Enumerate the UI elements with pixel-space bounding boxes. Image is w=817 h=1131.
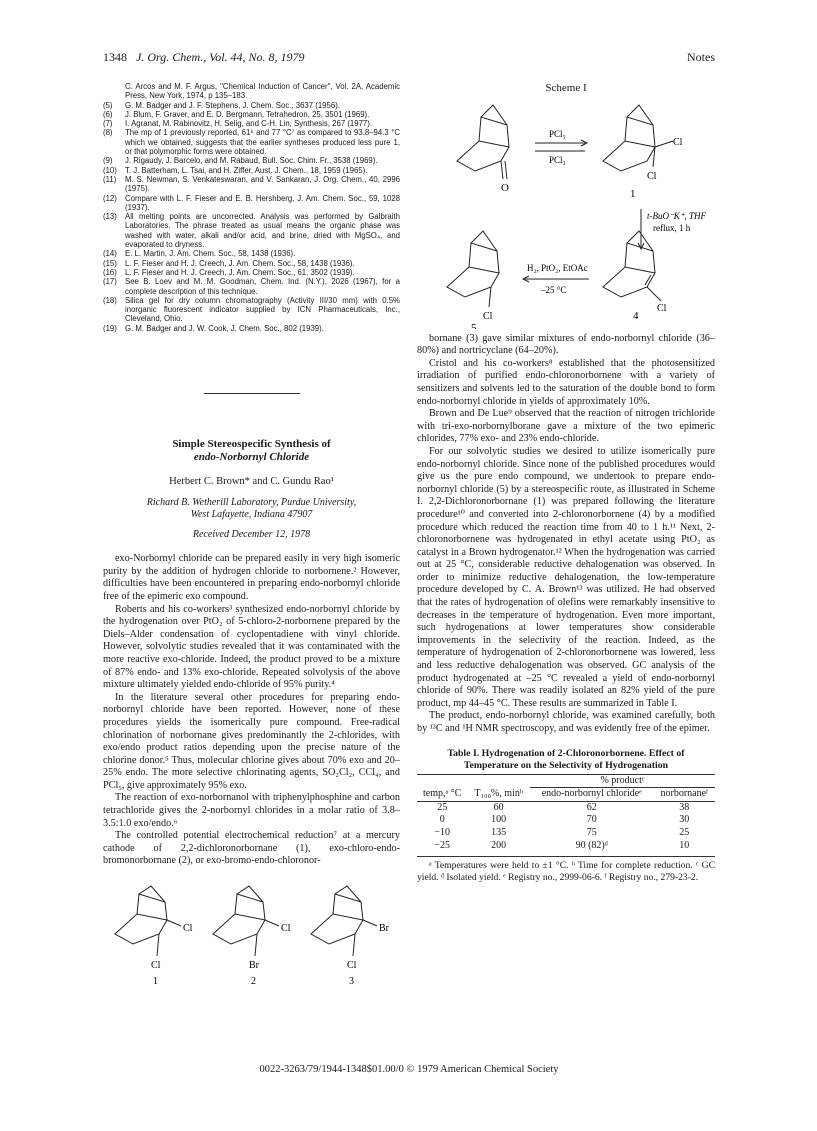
structure-1 — [115, 886, 193, 986]
table-cell: 100 — [491, 814, 507, 826]
reference-number: (11) — [103, 174, 117, 184]
table-header-cell: T₁₀₀%, minᵇ — [474, 787, 523, 799]
reference-item — [103, 82, 400, 101]
structures-figure — [103, 876, 400, 986]
reference-item — [103, 101, 400, 110]
reference-number: (12) — [103, 193, 117, 203]
scheme-diagram — [417, 99, 715, 329]
table-cell: 30 — [679, 814, 690, 826]
reference-item — [103, 212, 400, 249]
compound-number: 3 — [349, 976, 354, 987]
body-text-right — [417, 333, 715, 736]
reference-item — [103, 249, 400, 258]
compound-number: 2 — [251, 976, 256, 987]
right-column — [417, 82, 715, 883]
table-cell: 135 — [491, 826, 507, 838]
table-cell: 200 — [491, 839, 507, 851]
reference-item — [103, 156, 400, 165]
section-name: Notes — [687, 50, 715, 64]
body-paragraph: Brown and De Lue⁹ observed that the reaction of nitrogen trichloride with tri-exo-norbornylborane gave a mixture of the two epimeric chlorides, 77% exo- and 23% endo-chloride. — [417, 408, 715, 445]
body-paragraph: Cristol and his co-workers⁸ established that the photosensitized irradiation of purified endo-chloronorbornene with a variety of sensitizers and solvents led to the saturation of the double bond to form endo-norbornyl chloride in yields of approximately 10%. — [417, 357, 715, 407]
scheme-figure — [417, 99, 715, 329]
reference-text: J. Blum, F. Graver, and E. D. Bergmann, Tetrahedron, 25, 3501 (1969). — [125, 109, 370, 119]
reference-item — [103, 119, 400, 128]
reagent-pcl3: PCl₃ — [549, 154, 566, 165]
reagent-temperature: –25 °C — [541, 284, 567, 295]
table-cell: −25 — [434, 839, 451, 851]
reagent-hydrogenation: H₂, PtO₂, EtOAc — [527, 262, 588, 273]
reference-text: I. Agranat, M. Rabinovitz, H. Selig, and C-H. Lin, Synthesis, 267 (1977). — [125, 119, 373, 129]
reference-item — [103, 296, 400, 324]
reference-text: The mp of 1 previously reported, 61⁶ and 77 °C⁷ as compared to 93.8–94.3 °C which we obtained, suggests that the earlier syntheses produced less pure 1, or that polymorphic forms were obtained. — [125, 128, 400, 157]
reference-item — [103, 175, 400, 194]
page-number: 1348 — [103, 50, 127, 64]
table-header-cell: endo-norbornyl chlorideᵉ — [541, 788, 642, 800]
reference-number: (6) — [103, 109, 113, 119]
body-paragraph: For our solvolytic studies we desired to utilize isomerically pure endo-norbornyl chloride. Since none of the published procedures would give us the pure endo compound, we undertook to prepare endo-norbornyl chloride (5) by a stereospecific route, as illustrated in Scheme I. 2,2-Dichloronorbornane (1) was prepared following the literature procedure¹⁰ and converted into 2-chloronorbornene (4) by a modified procedure which reduced the reaction time from 40 to 1 h.¹¹ Next, 2-chloronorbornene was hydrogenated in ethyl acetate using PtO₂ as catalyst in a Brown hydrogenator.¹² When the hydrogenation was carried out at 25 °C, considerable reductive dehalogenation was observed. In order to minimize reductive dehalogenation, the low-temperature procedure developed by C. A. Brown¹³ was utilized. He had observed that the rates of hydrogenation of olefins were remarkably insensitive to decreases in the temperature of hydrogenation. Even more important, such hydrogenations at lower temperatures show considerable improvements in the selectivity of the reaction. Indeed, as the temperature of hydrogenation of 2-chloronorbornene was lowered, less and less reductive dehalogenation was observed. GC analysis of the product hydrogenated at –25 °C revealed a yield of endo-norbornyl chloride of 90%. There was readily isolated an 82% yield of the pure product, mp 44–45 °C. These results are summarized in Table I. — [417, 445, 715, 709]
body-paragraph: exo-Norbornyl chloride can be prepared easily in very high isomeric purity by the addition of hydrogen chloride to norbornene.² However, difficulties have been encountered in preparing endo-norbornyl chloride free of the epimeric exo compound. — [103, 553, 400, 602]
reference-number: (9) — [103, 156, 113, 166]
table-header-row — [417, 788, 715, 802]
reference-text: Silica gel for dry column chromatography (Activity III/30 mm) with 0.5% inorganic fluorescent indicator supplied by ICN Pharmaceuticals, Inc., Cleveland, Ohio. — [125, 295, 400, 324]
reagent-base: t-BuO⁻K⁺, THF — [647, 210, 707, 221]
reference-number: (18) — [103, 295, 117, 305]
table-cell: 0 — [439, 814, 445, 826]
table-cell: 60 — [493, 801, 504, 813]
reference-text: L. F. Fieser and H. J. Creech, J. Am. Chem. Soc., 61, 3502 (1939). — [125, 267, 355, 277]
body-text-left — [103, 553, 400, 868]
table-header-cell: temp,ᵃ °C — [423, 787, 462, 799]
reference-text: G. M. Badger and J. W. Cook, J. Chem. Soc., 802 (1939). — [125, 323, 324, 333]
table-cell: 38 — [679, 801, 690, 813]
body-paragraph: In the literature several other procedures for preparing endo-norbornyl chloride have been reported. However, none of these procedures yields the isomerically pure compound. Free-radical chlorination of norbornane gives predominantly the 2-chlorides, with exo/endo product ratios depending upon the precise nature of the chlorine donor.⁵ Thus, molecular chlorine gives about 70% exo and 20–25% endo. The more selective chlorinating agents, SO₂Cl₂, CCl₄, and PCl₅, give approximately 95% exo. — [103, 691, 400, 791]
table-cell: 70 — [586, 814, 597, 826]
reference-number: (19) — [103, 323, 117, 333]
dichloronorbornane-structure — [603, 105, 673, 171]
compound-4-number: 4 — [633, 309, 639, 322]
substituent-right: Cl — [183, 923, 193, 935]
table-cell: 75 — [586, 826, 597, 838]
structure-3 — [311, 886, 390, 986]
reference-text: Compare with L. F. Fieser and E. B. Hershberg, J. Am. Chem. Soc., 59, 1028 (1937). — [125, 193, 400, 212]
body-paragraph: Roberts and his co-workers³ synthesized endo-norbornyl chloride by the hydrogenation over PtO₂ of 5-chloro-2-norbornene prepared by the Diels–Alder condensation of cyclopentadiene with vinyl chloride. However, solvolytic studies revealed that it was contaminated with the more reactive exo-chloride. Indeed, the product proved to be a mixture of 87% endo- and 13% exo-chloride. Repeated solvolysis of the above mixture ultimately yielded endo-chloride of 95% purity.⁴ — [103, 603, 400, 691]
substituent-down: Cl — [347, 960, 357, 972]
chlorine-label-1: Cl — [673, 136, 683, 148]
table-cell: 90 (82)ᵈ — [575, 839, 608, 851]
reference-number: (13) — [103, 212, 117, 222]
reference-number: (14) — [103, 249, 117, 259]
scheme-title: Scheme I — [545, 82, 587, 94]
reference-text: G. M. Badger and J. F. Stephens, J. Chem. Soc., 3637 (1956). — [125, 100, 340, 110]
table-row — [417, 814, 715, 827]
section-divider — [204, 393, 300, 394]
article-authors: Herbert C. Brown* and C. Gundu Rao¹ — [169, 476, 334, 488]
substituent-down: Br — [249, 960, 259, 972]
table-cell: 10 — [679, 839, 690, 851]
reference-text: C. Arcos and M. F. Argus, "Chemical Induction of Cancer", Vol. 2A, Academic Press, New York, 1974, p 135–183. — [125, 82, 400, 101]
reference-number: (8) — [103, 128, 113, 138]
substituent-right: Br — [379, 923, 389, 935]
chlorine-label-3: Cl — [657, 302, 667, 314]
compound-1-number: 1 — [630, 187, 636, 200]
chlorine-label-4: Cl — [483, 310, 493, 322]
journal-volume: Vol. 44, No. 8, 1979 — [209, 50, 305, 64]
page-footer: 0022-3263/79/1944-1348$01.00/0 © 1979 American Chemical Society — [259, 1064, 559, 1075]
body-paragraph: The controlled potential electrochemical reduction⁷ at a mercury cathode of 2,2-dichloronorbornane (1), exo-chloro-endo-bromonorbornane (2), or exo-bromo-endo-chloronor- — [103, 830, 400, 867]
reference-number: (10) — [103, 165, 117, 175]
structure-2 — [213, 886, 291, 986]
results-table — [417, 774, 715, 853]
reference-item — [103, 277, 400, 296]
reference-number: (16) — [103, 267, 117, 277]
table-cell: 25 — [437, 801, 448, 813]
reference-text: All melting points are uncorrected. Analysis was performed by Galbraith Laboratories. The phrase treated as usual means the organic phase was washed with water, alkali and/or acid, and brine, dried with MgSO₄, and evaporated to dryness. — [125, 212, 400, 250]
reagent-reflux: reflux, 1 h — [653, 222, 691, 233]
reference-text: E. L. Martin, J. Am. Chem. Soc., 58, 1438 (1936). — [125, 249, 296, 259]
chloronorbornene-structure — [603, 231, 661, 301]
journal-name: J. Org. Chem., — [136, 50, 207, 64]
body-paragraph: bornane (3) gave similar mixtures of endo-norbornyl chloride (36–80%) and nortricyclane (64–20%). — [417, 332, 715, 357]
table-body — [417, 801, 715, 852]
substituent-right: Cl — [281, 923, 291, 935]
table-row — [417, 840, 715, 853]
received-date: Received December 12, 1978 — [192, 528, 311, 540]
reference-item — [103, 128, 400, 156]
norbornanone-structure — [457, 105, 509, 179]
article-affiliation: Richard B. Wetherill Laboratory, Purdue University, West Lafayette, Indiana 47907 — [146, 496, 357, 520]
reference-text: See B. Loev and M. M. Goodman, Chem. Ind. (N.Y.), 2026 (1967), for a complete description of this technique. — [125, 277, 400, 296]
table-footnote: ᵃ Temperatures were held to ±1 °C. ᵇ Time for complete reduction. ᶜ GC yield. ᵈ Isolated yield. ᵉ Registry no., 2999-06-6. ᶠ Registry no., 279-23-2. — [417, 856, 715, 883]
reagent-pcl5: PCl₅ — [549, 128, 566, 139]
table-group-header: % productᶜ — [530, 774, 715, 788]
body-paragraph: The reaction of exo-norbornanol with triphenylphosphine and carbon tetrachloride gives the 2-norbornyl chlorides in a molar ratio of 3.8–3.5:1.0 exo/endo.⁶ — [103, 792, 400, 829]
norbornane-structures — [103, 876, 400, 986]
article-title: Simple Stereospecific Synthesis of endo-Norbornyl Chloride — [172, 438, 331, 464]
reference-text: J. Rigaudy, J. Barcelo, and M. Rabaud, Bull. Soc. Chim. Fr., 3538 (1969). — [125, 156, 378, 166]
table-row — [417, 801, 715, 814]
reference-item — [103, 166, 400, 175]
endo-norbornyl-chloride-structure — [447, 231, 499, 307]
reference-item — [103, 268, 400, 277]
reference-number: (15) — [103, 258, 117, 268]
reference-item — [103, 324, 400, 333]
table-cell: 25 — [679, 826, 690, 838]
reference-number: (7) — [103, 119, 113, 129]
reference-item — [103, 259, 400, 268]
table-cell: 62 — [586, 801, 597, 813]
reference-text: M. S. Newman, S. Venkateswaran, and V. Sankaran, J. Org. Chem., 40, 2996 (1975). — [125, 174, 400, 194]
body-paragraph: The product, endo-norbornyl chloride, was examined carefully, both by ¹³C and ¹H NMR spectroscopy, and was evidently free of the epimer. — [417, 710, 715, 734]
reference-item — [103, 110, 400, 119]
table-row — [417, 827, 715, 840]
reference-text: T. J. Batterham, L. Tsai, and H. Ziffer, Aust. J. Chem., 18, 1959 (1965). — [125, 165, 368, 175]
reference-number: (5) — [103, 100, 113, 110]
references-list — [103, 82, 400, 333]
compound-number: 1 — [153, 976, 158, 987]
oxygen-label: O — [501, 181, 509, 194]
table-header-cell: norbornaneᶠ — [660, 788, 709, 800]
left-column — [103, 82, 400, 986]
substituent-down: Cl — [151, 960, 161, 972]
compound-5-number: 5 — [471, 321, 477, 329]
reference-number: (17) — [103, 277, 117, 287]
reference-item — [103, 194, 400, 213]
table-cell: −10 — [434, 826, 451, 838]
chlorine-label-2: Cl — [647, 170, 657, 182]
reference-text: L. F. Fieser and H. J. Creech, J. Am. Chem. Soc., 58, 1438 (1936). — [125, 258, 355, 268]
table-title: Table I. Hydrogenation of 2-Chloronorbornene. Effect of Temperature on the Selectivity of Hydrogenation — [447, 747, 685, 771]
